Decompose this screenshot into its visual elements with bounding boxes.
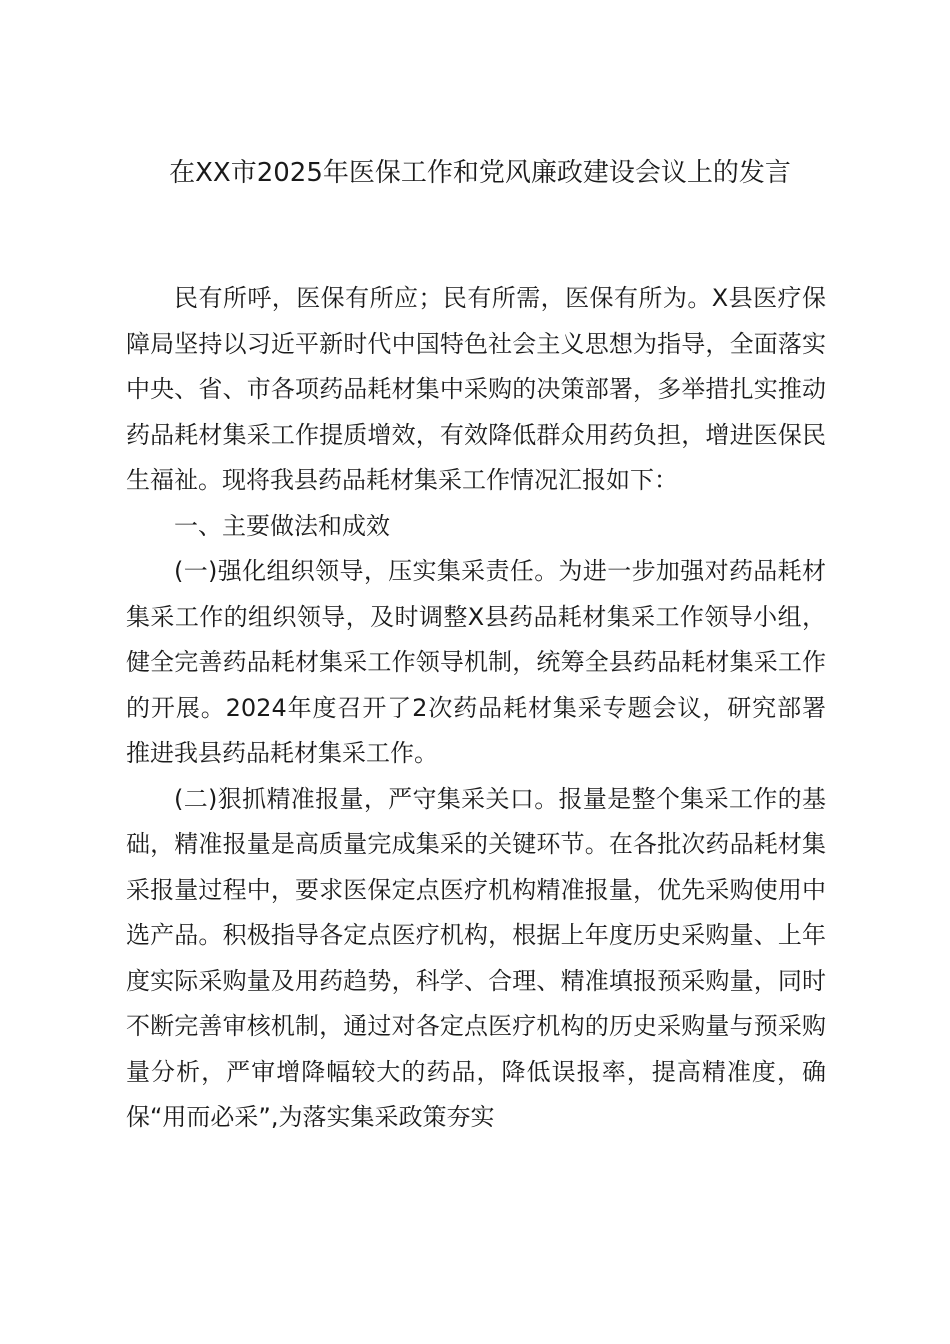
paragraph-organization: (一)强化组织领导，压实集采责任。为进一步加强对药品耗材集采工作的组织领导，及时调整X县药品耗材集采工作领导小组，健全完善药品耗材集采工作领导机制，统筹全县药品耗材集采工作的开展。2024年度召开了2次药品耗材集采专题会议，研究部署推进我县药品耗材集采工作。 <box>126 557 826 767</box>
document-title: 在XX市2025年医保工作和党风廉政建设会议上的发言 <box>169 158 791 188</box>
intro-paragraph: 民有所呼，医保有所应；民有所需，医保有所为。X县医疗保障局坚持以习近平新时代中国特色社会主义思想为指导，全面落实中央、省、市各项药品耗材集中采购的决策部署，多举措扎实推动药品耗材集采工作提质增效，有效降低群众用药负担，增进医保民生福祉。现将我县药品耗材集采工作情况汇报如下： <box>126 284 826 494</box>
document-body <box>126 276 826 1141</box>
paragraph-reporting: (二)狠抓精准报量，严守集采关口。报量是整个集采工作的基础，精准报量是高质量完成集采的关键环节。在各批次药品耗材集采报量过程中，要求医保定点医疗机构精准报量，优先采购使用中选产品。积极指导各定点医疗机构，根据上年度历史采购量、上年度实际采购量及用药趋势，科学、合理、精准填报预采购量，同时不断完善审核机制，通过对各定点医疗机构的历史采购量与预采购量分析，严审增降幅较大的药品，降低误报率，提高精准度，确保“用而必采”,为落实集采政策夯实 <box>126 784 826 1131</box>
section-heading: 一、主要做法和成效 <box>174 511 390 540</box>
